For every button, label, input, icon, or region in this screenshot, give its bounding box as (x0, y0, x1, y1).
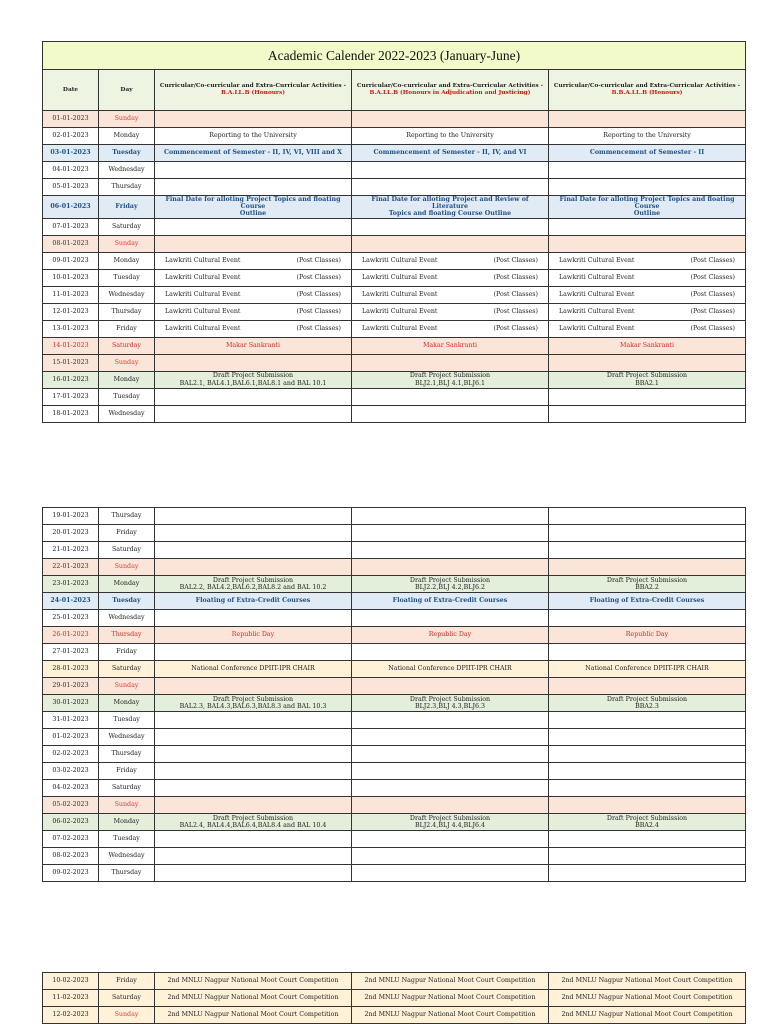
day-cell: Sunday (99, 235, 155, 252)
date-cell: 04-02-2023 (43, 780, 99, 797)
activity-cell (155, 865, 352, 882)
activity-cell: Draft Project Submission BAL2.4, BAL4.4,BAL6.4,BAL8.4 and BAL 10.4 (155, 814, 352, 831)
activity-cell: Lawkriti Cultural Event (Post Classes) (352, 269, 549, 286)
activity-cell: National Conference DPIIT-IPR CHAIR (352, 661, 549, 678)
table-row (43, 525, 746, 542)
activity-cell: Floating of Extra-Credit Courses (352, 593, 549, 610)
day-cell: Tuesday (99, 388, 155, 405)
activity-cell: Draft Project Submission BLJ2.2,BLJ 4.2,BLJ6.2 (352, 576, 549, 593)
header-row (43, 70, 746, 111)
date-cell: 22-01-2023 (43, 559, 99, 576)
table-row (43, 128, 746, 145)
activity-cell: Lawkriti Cultural Event (Post Classes) (155, 320, 352, 337)
activity-cell: Lawkriti Cultural Event (Post Classes) (352, 320, 549, 337)
activity-cell (352, 848, 549, 865)
activity-cell: Floating of Extra-Credit Courses (155, 593, 352, 610)
activity-cell (352, 610, 549, 627)
bballb-header: Curricular/Co-curricular and Extra-Curricular Activities - B.B.A.LL.B (Honours) (549, 70, 746, 111)
activity-cell: Commencement of Semester - II, IV, VI, VIII and X (155, 145, 352, 162)
date-cell: 19-01-2023 (43, 508, 99, 525)
day-cell: Tuesday (99, 712, 155, 729)
date-cell: 17-01-2023 (43, 388, 99, 405)
day-cell: Monday (99, 695, 155, 712)
day-cell: Monday (99, 814, 155, 831)
day-cell: Sunday (99, 1007, 155, 1024)
activity-cell: 2nd MNLU Nagpur National Moot Court Competition (155, 1007, 352, 1024)
activity-cell (155, 559, 352, 576)
table-row (43, 405, 746, 422)
activity-cell: Final Date for alloting Project Topics and floating Course Outline (549, 196, 746, 219)
activity-cell (352, 780, 549, 797)
day-cell: Saturday (99, 337, 155, 354)
table-row (43, 269, 746, 286)
activity-cell (352, 218, 549, 235)
date-cell: 03-02-2023 (43, 763, 99, 780)
day-cell: Thursday (99, 627, 155, 644)
date-cell: 29-01-2023 (43, 678, 99, 695)
date-cell: 12-01-2023 (43, 303, 99, 320)
day-cell: Saturday (99, 990, 155, 1007)
day-cell: Saturday (99, 661, 155, 678)
date-cell: 02-02-2023 (43, 746, 99, 763)
activity-cell (549, 848, 746, 865)
activity-cell: Lawkriti Cultural Event (Post Classes) (549, 286, 746, 303)
activity-cell (549, 111, 746, 128)
day-cell: Friday (99, 644, 155, 661)
day-cell: Sunday (99, 111, 155, 128)
day-cell: Tuesday (99, 269, 155, 286)
activity-cell (155, 179, 352, 196)
day-cell: Friday (99, 973, 155, 990)
activity-cell (352, 712, 549, 729)
activity-cell (352, 678, 549, 695)
activity-cell: Lawkriti Cultural Event (Post Classes) (352, 286, 549, 303)
activity-cell: Makar Sankranti (155, 337, 352, 354)
activity-cell (549, 162, 746, 179)
day-header: Day (99, 70, 155, 111)
activity-cell: Final Date for alloting Project and Review of Literature Topics and floating Course Outline (352, 196, 549, 219)
table-row (43, 644, 746, 661)
activity-cell (549, 354, 746, 371)
activity-cell: Lawkriti Cultural Event (Post Classes) (352, 252, 549, 269)
date-cell: 05-01-2023 (43, 179, 99, 196)
date-cell: 05-02-2023 (43, 797, 99, 814)
day-cell: Sunday (99, 797, 155, 814)
date-cell: 06-02-2023 (43, 814, 99, 831)
table-row (43, 218, 746, 235)
activity-cell (155, 831, 352, 848)
date-cell: 04-01-2023 (43, 162, 99, 179)
activity-cell: 2nd MNLU Nagpur National Moot Court Competition (352, 990, 549, 1007)
activity-cell (352, 542, 549, 559)
day-cell: Monday (99, 371, 155, 388)
activity-cell (549, 865, 746, 882)
date-cell: 13-01-2023 (43, 320, 99, 337)
date-cell: 23-01-2023 (43, 576, 99, 593)
day-cell: Sunday (99, 354, 155, 371)
date-cell: 11-01-2023 (43, 286, 99, 303)
activity-cell: Republic Day (352, 627, 549, 644)
table-row (43, 593, 746, 610)
date-cell: 28-01-2023 (43, 661, 99, 678)
activity-cell: Draft Project Submission BAL2.2, BAL4.2,BAL6.2,BAL8.2 and BAL 10.2 (155, 576, 352, 593)
day-cell: Friday (99, 525, 155, 542)
activity-cell: 2nd MNLU Nagpur National Moot Court Competition (549, 1007, 746, 1024)
activity-cell: 2nd MNLU Nagpur National Moot Court Competition (549, 990, 746, 1007)
day-cell: Thursday (99, 746, 155, 763)
activity-cell (549, 763, 746, 780)
table-row (43, 678, 746, 695)
table-row (43, 973, 746, 990)
activity-cell (352, 111, 549, 128)
activity-cell: Lawkriti Cultural Event (Post Classes) (549, 320, 746, 337)
date-cell: 08-01-2023 (43, 235, 99, 252)
date-cell: 18-01-2023 (43, 405, 99, 422)
table-row (43, 990, 746, 1007)
activity-cell (352, 179, 549, 196)
activity-cell (549, 780, 746, 797)
activity-cell: 2nd MNLU Nagpur National Moot Court Competition (155, 990, 352, 1007)
date-cell: 25-01-2023 (43, 610, 99, 627)
day-cell: Saturday (99, 780, 155, 797)
table-row (43, 865, 746, 882)
calendar-table-2 (42, 507, 746, 882)
date-cell: 20-01-2023 (43, 525, 99, 542)
date-cell: 10-01-2023 (43, 269, 99, 286)
table-row (43, 780, 746, 797)
activity-cell (155, 525, 352, 542)
activity-cell (549, 729, 746, 746)
activity-cell (155, 848, 352, 865)
date-cell: 11-02-2023 (43, 990, 99, 1007)
table-row (43, 661, 746, 678)
ballb-header: Curricular/Co-curricular and Extra-Curricular Activities - B.A.LL.B (Honours) (155, 70, 352, 111)
date-cell: 01-02-2023 (43, 729, 99, 746)
activity-cell: Lawkriti Cultural Event (Post Classes) (549, 252, 746, 269)
activity-cell (352, 644, 549, 661)
day-cell: Tuesday (99, 593, 155, 610)
activity-cell (549, 235, 746, 252)
activity-cell (352, 797, 549, 814)
activity-cell (352, 746, 549, 763)
activity-cell (155, 388, 352, 405)
activity-cell (549, 218, 746, 235)
table-row (43, 1007, 746, 1024)
table-row (43, 196, 746, 219)
activity-cell (549, 525, 746, 542)
activity-cell (352, 525, 549, 542)
day-cell: Saturday (99, 542, 155, 559)
day-cell: Monday (99, 576, 155, 593)
table-row (43, 337, 746, 354)
day-cell: Wednesday (99, 610, 155, 627)
date-cell: 24-01-2023 (43, 593, 99, 610)
table-row (43, 814, 746, 831)
table-row (43, 712, 746, 729)
date-cell: 31-01-2023 (43, 712, 99, 729)
day-cell: Friday (99, 320, 155, 337)
activity-cell (549, 831, 746, 848)
table-row (43, 162, 746, 179)
activity-cell: Lawkriti Cultural Event (Post Classes) (155, 252, 352, 269)
table-row (43, 252, 746, 269)
day-cell: Sunday (99, 559, 155, 576)
activity-cell: Draft Project Submission BBA2.1 (549, 371, 746, 388)
activity-cell (549, 388, 746, 405)
activity-cell (549, 746, 746, 763)
activity-cell (155, 235, 352, 252)
date-cell: 09-01-2023 (43, 252, 99, 269)
activity-cell (155, 763, 352, 780)
activity-cell: Draft Project Submission BBA2.2 (549, 576, 746, 593)
date-cell: 27-01-2023 (43, 644, 99, 661)
date-cell: 21-01-2023 (43, 542, 99, 559)
activity-cell: Lawkriti Cultural Event (Post Classes) (352, 303, 549, 320)
activity-cell: Makar Sankranti (352, 337, 549, 354)
activity-cell (155, 162, 352, 179)
activity-cell (549, 644, 746, 661)
table-row (43, 763, 746, 780)
table-row (43, 576, 746, 593)
activity-cell: 2nd MNLU Nagpur National Moot Court Competition (549, 973, 746, 990)
day-cell: Wednesday (99, 405, 155, 422)
activity-cell: Reporting to the University (549, 128, 746, 145)
activity-cell (352, 559, 549, 576)
activity-cell: Republic Day (549, 627, 746, 644)
day-cell: Sunday (99, 678, 155, 695)
activity-cell: Makar Sankranti (549, 337, 746, 354)
activity-cell (352, 831, 549, 848)
date-cell: 06-01-2023 (43, 196, 99, 219)
table-row (43, 729, 746, 746)
activity-cell (155, 797, 352, 814)
activity-cell: Draft Project Submission BLJ2.1,BLJ 4.1,BLJ6.1 (352, 371, 549, 388)
day-cell: Thursday (99, 865, 155, 882)
day-cell: Friday (99, 763, 155, 780)
activity-cell: Floating of Extra-Credit Courses (549, 593, 746, 610)
activity-cell: Draft Project Submission BAL2.3, BAL4.3,BAL6.3,BAL8.3 and BAL 10.3 (155, 695, 352, 712)
day-cell: Wednesday (99, 848, 155, 865)
activity-cell (352, 405, 549, 422)
table-row (43, 145, 746, 162)
activity-cell: National Conference DPIIT-IPR CHAIR (549, 661, 746, 678)
date-cell: 12-02-2023 (43, 1007, 99, 1024)
activity-cell (155, 405, 352, 422)
activity-cell (549, 405, 746, 422)
activity-cell: Lawkriti Cultural Event (Post Classes) (549, 303, 746, 320)
activity-cell (549, 542, 746, 559)
title-row (43, 42, 746, 70)
activity-cell (155, 712, 352, 729)
date-cell: 01-01-2023 (43, 111, 99, 128)
activity-cell (155, 780, 352, 797)
activity-cell: Republic Day (155, 627, 352, 644)
activity-cell: Lawkriti Cultural Event (Post Classes) (155, 286, 352, 303)
activity-cell: Draft Project Submission BLJ2.3,BLJ 4.3,BLJ6.3 (352, 695, 549, 712)
activity-cell (352, 729, 549, 746)
activity-cell (352, 763, 549, 780)
activity-cell: Lawkriti Cultural Event (Post Classes) (549, 269, 746, 286)
activity-cell (549, 179, 746, 196)
activity-cell (155, 678, 352, 695)
calendar-table-3 (42, 972, 746, 1024)
day-cell: Wednesday (99, 162, 155, 179)
activity-cell: Draft Project Submission BBA2.4 (549, 814, 746, 831)
table-row (43, 179, 746, 196)
activity-cell: 2nd MNLU Nagpur National Moot Court Competition (352, 973, 549, 990)
date-cell: 02-01-2023 (43, 128, 99, 145)
day-cell: Tuesday (99, 145, 155, 162)
day-cell: Wednesday (99, 286, 155, 303)
activity-cell: Commencement of Semester - II, IV, and VI (352, 145, 549, 162)
table-row (43, 354, 746, 371)
activity-cell: Commencement of Semester - II (549, 145, 746, 162)
activity-cell (155, 644, 352, 661)
day-cell: Thursday (99, 508, 155, 525)
table-row (43, 303, 746, 320)
table-row (43, 111, 746, 128)
table-row (43, 388, 746, 405)
activity-cell (549, 610, 746, 627)
day-cell: Tuesday (99, 831, 155, 848)
date-cell: 10-02-2023 (43, 973, 99, 990)
day-cell: Wednesday (99, 729, 155, 746)
activity-cell (155, 218, 352, 235)
calendar-table-1 (42, 41, 746, 423)
table-row (43, 371, 746, 388)
activity-cell (549, 559, 746, 576)
date-cell: 07-01-2023 (43, 218, 99, 235)
day-cell: Monday (99, 252, 155, 269)
activity-cell: Reporting to the University (352, 128, 549, 145)
activity-cell (155, 729, 352, 746)
day-cell: Thursday (99, 303, 155, 320)
activity-cell (352, 162, 549, 179)
activity-cell (155, 508, 352, 525)
date-cell: 30-01-2023 (43, 695, 99, 712)
activity-cell: Lawkriti Cultural Event (Post Classes) (155, 303, 352, 320)
activity-cell (549, 678, 746, 695)
activity-cell (155, 542, 352, 559)
table-row (43, 508, 746, 525)
ballb-adj-header: Curricular/Co-curricular and Extra-Curricular Activities - B.A.LL.B (Honours in Adjudication and Justicing) (352, 70, 549, 111)
activity-cell (549, 508, 746, 525)
day-cell: Thursday (99, 179, 155, 196)
date-cell: 14-01-2023 (43, 337, 99, 354)
activity-cell: Draft Project Submission BAL2.1, BAL4.1,BAL6.1,BAL8.1 and BAL 10.1 (155, 371, 352, 388)
activity-cell (155, 610, 352, 627)
day-cell: Monday (99, 128, 155, 145)
table-row (43, 320, 746, 337)
table-row (43, 797, 746, 814)
activity-cell: Draft Project Submission BBA2.3 (549, 695, 746, 712)
table-row (43, 610, 746, 627)
date-cell: 26-01-2023 (43, 627, 99, 644)
activity-cell (352, 865, 549, 882)
table-row (43, 831, 746, 848)
table-row (43, 627, 746, 644)
table-row (43, 848, 746, 865)
activity-cell (155, 746, 352, 763)
date-cell: 15-01-2023 (43, 354, 99, 371)
day-cell: Friday (99, 196, 155, 219)
table-row (43, 286, 746, 303)
activity-cell: Draft Project Submission BLJ2.4,BLJ 4.4,BLJ6.4 (352, 814, 549, 831)
activity-cell: National Conference DPIIT-IPR CHAIR (155, 661, 352, 678)
activity-cell: 2nd MNLU Nagpur National Moot Court Competition (352, 1007, 549, 1024)
date-cell: 16-01-2023 (43, 371, 99, 388)
activity-cell (352, 508, 549, 525)
activity-cell (155, 354, 352, 371)
date-cell: 03-01-2023 (43, 145, 99, 162)
table-row (43, 559, 746, 576)
activity-cell: 2nd MNLU Nagpur National Moot Court Competition (155, 973, 352, 990)
page-title: Academic Calender 2022-2023 (January-June) (43, 42, 746, 70)
date-cell: 07-02-2023 (43, 831, 99, 848)
activity-cell (352, 235, 549, 252)
day-cell: Saturday (99, 218, 155, 235)
activity-cell (155, 111, 352, 128)
date-header: Date (43, 70, 99, 111)
activity-cell (352, 388, 549, 405)
date-cell: 09-02-2023 (43, 865, 99, 882)
table-row (43, 235, 746, 252)
activity-cell: Lawkriti Cultural Event (Post Classes) (155, 269, 352, 286)
table-row (43, 542, 746, 559)
activity-cell: Reporting to the University (155, 128, 352, 145)
activity-cell (549, 712, 746, 729)
table-row (43, 695, 746, 712)
activity-cell: Final Date for alloting Project Topics and floating Course Outline (155, 196, 352, 219)
table-row (43, 746, 746, 763)
date-cell: 08-02-2023 (43, 848, 99, 865)
activity-cell (549, 797, 746, 814)
activity-cell (352, 354, 549, 371)
